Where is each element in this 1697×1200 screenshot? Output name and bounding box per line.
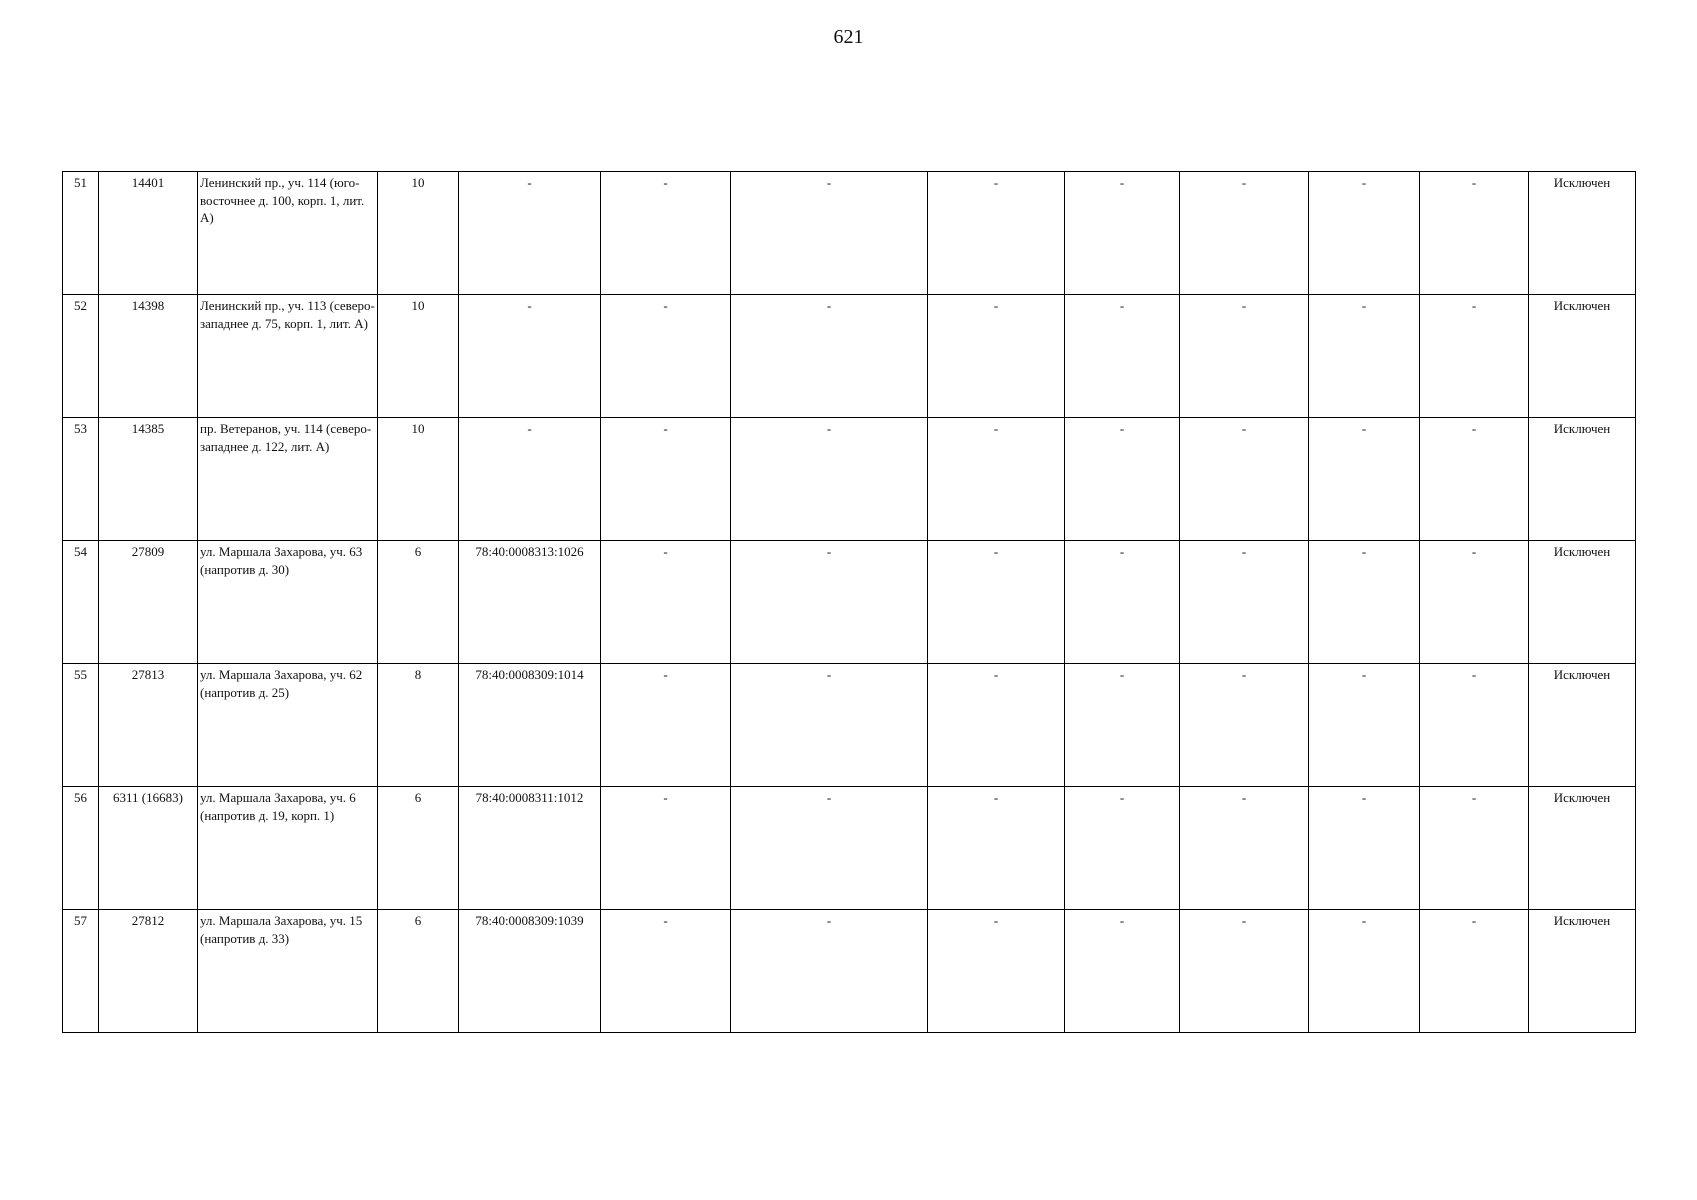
table-cell: - <box>1309 295 1420 418</box>
table-cell: - <box>1065 787 1180 910</box>
table-cell: - <box>928 295 1065 418</box>
cadastral-number: - <box>459 418 601 541</box>
table-cell: - <box>1420 172 1529 295</box>
table-cell: - <box>731 172 928 295</box>
quantity: 6 <box>378 910 459 1033</box>
table-cell: - <box>1180 787 1309 910</box>
table-cell: - <box>1309 910 1420 1033</box>
row-number: 51 <box>63 172 99 295</box>
row-number: 56 <box>63 787 99 910</box>
table-cell: - <box>1180 295 1309 418</box>
object-id: 27809 <box>99 541 198 664</box>
table-cell: - <box>1420 664 1529 787</box>
table-row <box>63 418 1636 541</box>
table-cell: - <box>731 664 928 787</box>
table-cell: - <box>1180 172 1309 295</box>
table-row <box>63 541 1636 664</box>
row-number: 53 <box>63 418 99 541</box>
table-cell: - <box>1420 541 1529 664</box>
object-id: 27812 <box>99 910 198 1033</box>
table-row <box>63 664 1636 787</box>
object-id: 14385 <box>99 418 198 541</box>
table-cell: - <box>601 664 731 787</box>
row-number: 52 <box>63 295 99 418</box>
table-cell: - <box>601 910 731 1033</box>
table-cell: - <box>731 295 928 418</box>
address: ул. Маршала Захарова, уч. 15 (напротив д. 33) <box>198 910 378 1033</box>
table-cell: - <box>928 787 1065 910</box>
table-cell: - <box>928 541 1065 664</box>
table-cell: - <box>1420 787 1529 910</box>
table-cell: - <box>1180 910 1309 1033</box>
address: Ленинский пр., уч. 114 (юго-восточнее д. 100, корп. 1, лит. А) <box>198 172 378 295</box>
table-cell: - <box>601 541 731 664</box>
cadastral-number: - <box>459 295 601 418</box>
table-cell: - <box>928 664 1065 787</box>
object-id: 14401 <box>99 172 198 295</box>
table-cell: - <box>601 295 731 418</box>
object-id: 6311 (16683) <box>99 787 198 910</box>
table-cell: - <box>1180 418 1309 541</box>
status: Исключен <box>1529 787 1636 910</box>
table-cell: - <box>601 787 731 910</box>
table-cell: - <box>1065 295 1180 418</box>
register-table <box>62 171 1636 1033</box>
cadastral-number: 78:40:0008311:1012 <box>459 787 601 910</box>
table-row <box>63 172 1636 295</box>
cadastral-number: 78:40:0008313:1026 <box>459 541 601 664</box>
status: Исключен <box>1529 541 1636 664</box>
table-cell: - <box>1309 541 1420 664</box>
page-number: 621 <box>833 26 864 48</box>
table-cell: - <box>1065 418 1180 541</box>
quantity: 10 <box>378 172 459 295</box>
table-cell: - <box>1065 541 1180 664</box>
table-cell: - <box>601 418 731 541</box>
table-cell: - <box>601 172 731 295</box>
table-cell: - <box>731 787 928 910</box>
table-row <box>63 910 1636 1033</box>
table-cell: - <box>731 541 928 664</box>
address: ул. Маршала Захарова, уч. 63 (напротив д. 30) <box>198 541 378 664</box>
table-cell: - <box>1420 418 1529 541</box>
address: ул. Маршала Захарова, уч. 62 (напротив д. 25) <box>198 664 378 787</box>
row-number: 54 <box>63 541 99 664</box>
cadastral-number: - <box>459 172 601 295</box>
table-cell: - <box>928 910 1065 1033</box>
cadastral-number: 78:40:0008309:1039 <box>459 910 601 1033</box>
table-cell: - <box>1420 295 1529 418</box>
status: Исключен <box>1529 172 1636 295</box>
table-cell: - <box>731 418 928 541</box>
status: Исключен <box>1529 418 1636 541</box>
status: Исключен <box>1529 295 1636 418</box>
quantity: 10 <box>378 295 459 418</box>
quantity: 6 <box>378 787 459 910</box>
table-cell: - <box>1065 664 1180 787</box>
table-cell: - <box>1309 664 1420 787</box>
address: ул. Маршала Захарова, уч. 6 (напротив д. 19, корп. 1) <box>198 787 378 910</box>
address: пр. Ветеранов, уч. 114 (северо-западнее д. 122, лит. А) <box>198 418 378 541</box>
table-cell: - <box>928 418 1065 541</box>
table-cell: - <box>1309 418 1420 541</box>
table-cell: - <box>1309 787 1420 910</box>
address: Ленинский пр., уч. 113 (северо-западнее д. 75, корп. 1, лит. А) <box>198 295 378 418</box>
table-cell: - <box>1180 664 1309 787</box>
row-number: 57 <box>63 910 99 1033</box>
quantity: 10 <box>378 418 459 541</box>
table-cell: - <box>1309 172 1420 295</box>
object-id: 14398 <box>99 295 198 418</box>
table-cell: - <box>731 910 928 1033</box>
quantity: 6 <box>378 541 459 664</box>
status: Исключен <box>1529 910 1636 1033</box>
table-cell: - <box>1065 910 1180 1033</box>
table-cell: - <box>928 172 1065 295</box>
table-row <box>63 787 1636 910</box>
table-cell: - <box>1420 910 1529 1033</box>
table-cell: - <box>1180 541 1309 664</box>
object-id: 27813 <box>99 664 198 787</box>
status: Исключен <box>1529 664 1636 787</box>
table-row <box>63 295 1636 418</box>
cadastral-number: 78:40:0008309:1014 <box>459 664 601 787</box>
table-cell: - <box>1065 172 1180 295</box>
row-number: 55 <box>63 664 99 787</box>
quantity: 8 <box>378 664 459 787</box>
